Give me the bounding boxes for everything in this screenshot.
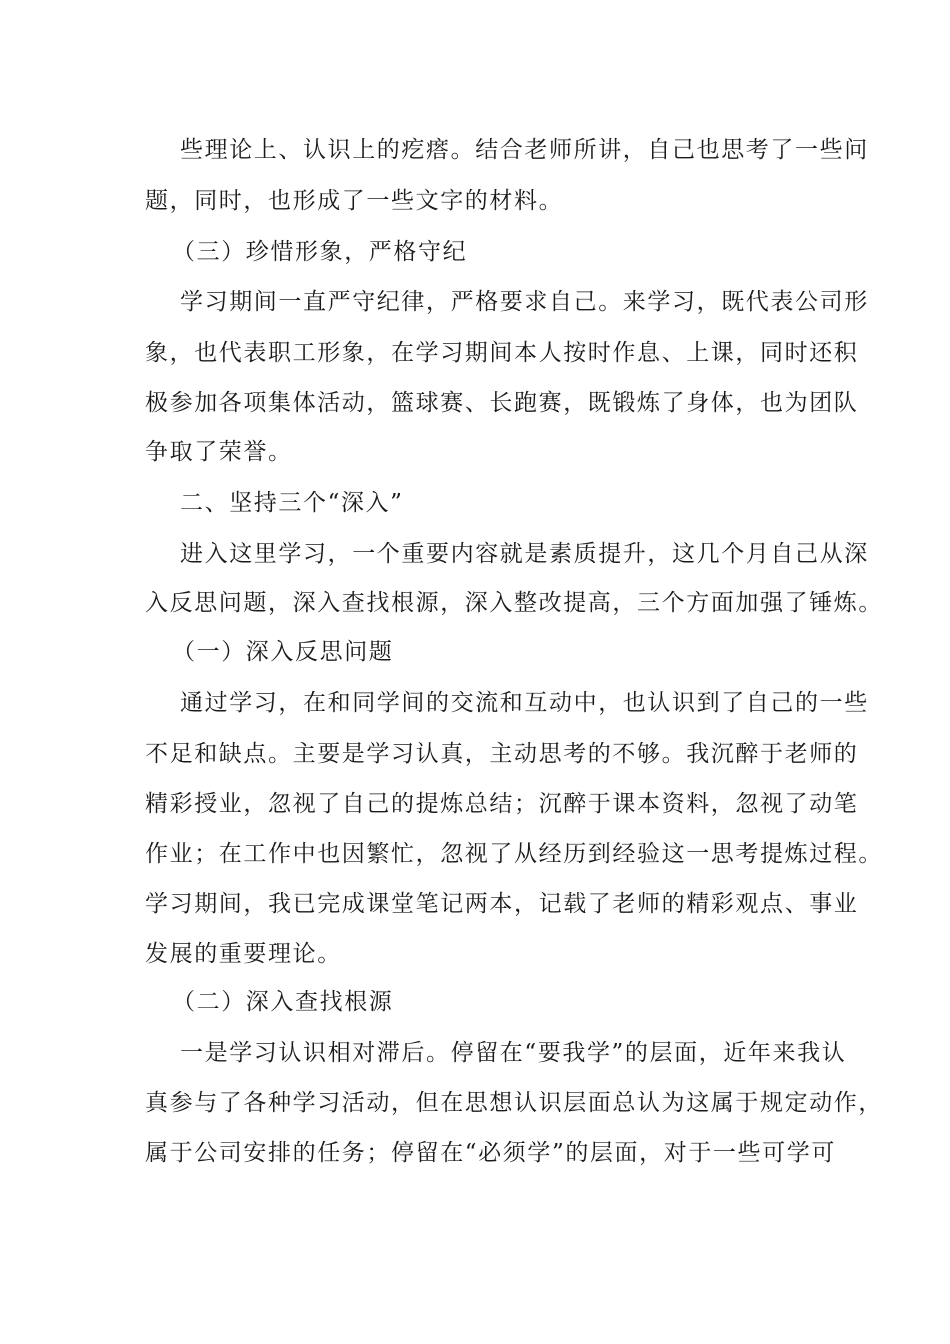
text-line-content: 一是学习认识相对滞后。停留在“要我学”的层面，近年来我认 [180,1040,847,1066]
text-line-content: 入反思问题，深入查找根源，深入整改提高，三个方面加强了锤炼。 [145,590,883,616]
text-line-content: 象，也代表职工形象，在学习期间本人按时作息、上课，同时还积 [145,340,859,366]
text-line-content: 发展的重要理论。 [145,941,342,967]
text-line-content: 学习期间一直严守纪律，严格要求自己。来学习，既代表公司形 [180,289,869,315]
text-line-content: 真参与了各种学习活动，但在思想认识层面总认为这属于规定动作， [145,1090,883,1116]
section-heading-text: 二、坚持三个“深入” [180,490,404,516]
text-line-content: 属于公司安排的任务；停留在“必须学”的层面，对于一些可学可 [145,1140,836,1166]
text-line-content: 些理论上、认识上的疙瘩。结合老师所讲，自己也思考了一些问 [180,137,869,163]
text-line-content: 进入这里学习，一个重要内容就是素质提升，这几个月自己从深 [180,541,869,567]
section-heading-text: （三）珍惜形象，严格守纪 [172,239,468,265]
text-line-content: 不足和缺点。主要是学习认真，主动思考的不够。我沉醉于老师的 [145,741,859,767]
text-line-content: 作业；在工作中也因繁忙，忽视了从经历到经验这一思考提炼过程。 [145,841,883,867]
text-line-content: 学习期间，我已完成课堂笔记两本，记载了老师的精彩观点、事业 [145,891,859,917]
text-line-content: 精彩授业，忽视了自己的提炼总结；沉醉于课本资料，忽视了动笔 [145,791,859,817]
text-line-content: 题，同时，也形成了一些文字的材料。 [145,188,564,214]
text-line-content: 通过学习，在和同学间的交流和互动中，也认识到了自己的一些 [180,690,869,716]
section-heading-text: （二）深入查找根源 [172,989,394,1015]
text-line-content: 极参加各项集体活动，篮球赛、长跑赛，既锻炼了身体，也为团队 [145,390,859,416]
section-heading-text: （一）深入反思问题 [172,639,394,665]
text-line-content: 争取了荣誉。 [145,439,293,465]
